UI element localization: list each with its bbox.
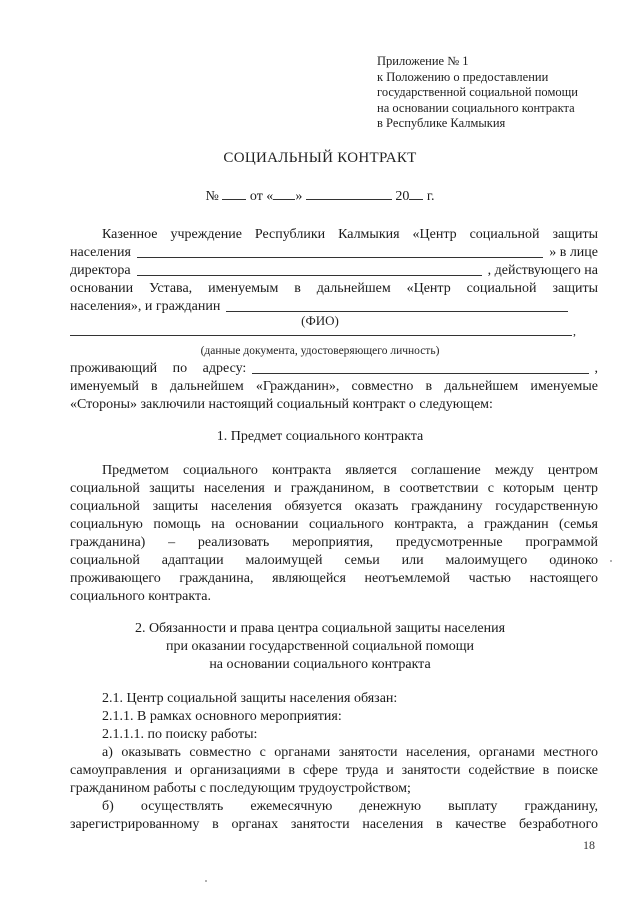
clause-2-1-1-1: 2.1.1.1. по поиску работы: xyxy=(102,727,258,742)
parties-line-3-start: директора xyxy=(70,263,131,278)
year-blank xyxy=(409,187,423,200)
section-2-heading-line: при оказании государственной социальной помощи xyxy=(165,639,475,654)
appendix-block xyxy=(377,54,578,132)
appendix-line: на основании социального контракта xyxy=(377,100,575,115)
appendix-line: в Республике Калмыкия xyxy=(377,116,506,131)
section-1-line: Предметом социального контракта является соглашение между центром xyxy=(102,463,598,478)
citizen-blank xyxy=(226,310,568,312)
document-title: СОЦИАЛЬНЫЙ КОНТРАКТ xyxy=(223,150,417,166)
day-blank xyxy=(273,187,295,200)
scan-speck xyxy=(205,880,207,882)
organization-blank xyxy=(137,256,543,258)
section-2-heading-line: 2. Обязанности и права центра социальной защиты населения xyxy=(134,621,506,636)
clause-a-line: самоуправления и организациями в сфере труда и занятости содействие в поиске xyxy=(70,763,598,778)
clause-b-line: зарегистрированному в органах занятости населения в качестве безработного xyxy=(70,817,598,832)
parties-line-2-end: » в лице xyxy=(549,245,598,260)
section-1-line: гражданина) – реализовать мероприятия, предусмотренные программой xyxy=(70,535,598,550)
appendix-line: государственной социальной помощи xyxy=(377,85,578,100)
section-2-heading-line: на основании социального контракта xyxy=(209,657,431,672)
year-suffix: г. xyxy=(426,189,435,204)
appendix-line: к Положению о предоставлении xyxy=(377,69,549,84)
document-caption: (данные документа, удостоверяющего личность) xyxy=(200,345,440,357)
number-blank xyxy=(222,187,246,200)
clause-2-1: 2.1. Центр социальной защиты населения обязан: xyxy=(102,691,398,706)
parties-line-7-start: проживающий по адресу: xyxy=(70,361,247,376)
month-blank xyxy=(306,187,392,200)
page-number: 18 xyxy=(583,838,595,852)
parties-line-4: основании Устава, именуемым в дальнейшем «Центр социальной защиты xyxy=(70,281,598,296)
address-blank xyxy=(252,372,588,374)
director-blank xyxy=(137,274,482,276)
parties-line-7-end: , xyxy=(594,361,598,376)
date-close: » xyxy=(295,189,303,204)
appendix-line: Приложение № 1 xyxy=(377,54,469,68)
section-1-line: социальной защиты населения и гражданином, в соответствии с которым центр xyxy=(70,481,598,496)
scan-speck xyxy=(610,560,612,562)
parties-line-3 xyxy=(70,262,598,280)
parties-line-2-start: населения xyxy=(70,245,131,260)
parties-line-3-end: , действующего на xyxy=(487,263,598,278)
parties-line-7 xyxy=(70,360,598,378)
section-1-line: социальной адаптации малоимущей семьи или малоимущего одиноко xyxy=(70,553,598,568)
number-sign: № xyxy=(205,189,219,204)
clause-2-1-1: 2.1.1. В рамках основного мероприятия: xyxy=(102,709,342,724)
year-prefix: 20 xyxy=(395,189,410,204)
section-1-line: проживающего гражданина, являющейся неотъемлемой частью настоящего xyxy=(70,571,598,586)
parties-line-9: «Стороны» заключили настоящий социальный контракт о следующем: xyxy=(70,397,493,412)
section-1-heading: 1. Предмет социального контракта xyxy=(216,429,424,444)
clause-b-line: б) осуществлять ежемесячную денежную выплату гражданину, xyxy=(102,799,598,814)
section-1-line: социальной защиты населения обязуется оказать гражданину государственную xyxy=(70,499,598,514)
clause-a-line: гражданином работы с последующим трудоустройством; xyxy=(70,781,411,796)
document-blank-line: , xyxy=(70,322,598,338)
contract-number-line xyxy=(0,187,640,205)
date-open: от « xyxy=(249,189,274,204)
clause-a-line: а) оказывать совместно с органами занятости населения, органами местного xyxy=(102,745,598,760)
fio-caption: (ФИО) xyxy=(301,313,339,328)
section-1-line: социального контракта. xyxy=(70,589,211,604)
section-1-line: социальную помощь на основании социального контракта, а гражданин (семья xyxy=(70,517,598,532)
parties-line-1: Казенное учреждение Республики Калмыкия «Центр социальной защиты xyxy=(102,227,598,242)
parties-line-2 xyxy=(70,244,598,262)
parties-line-8: именуемый в дальнейшем «Гражданин», совместно в дальнейшем именуемые xyxy=(70,379,598,394)
parties-line-5-text: населения», и гражданин xyxy=(70,299,221,314)
